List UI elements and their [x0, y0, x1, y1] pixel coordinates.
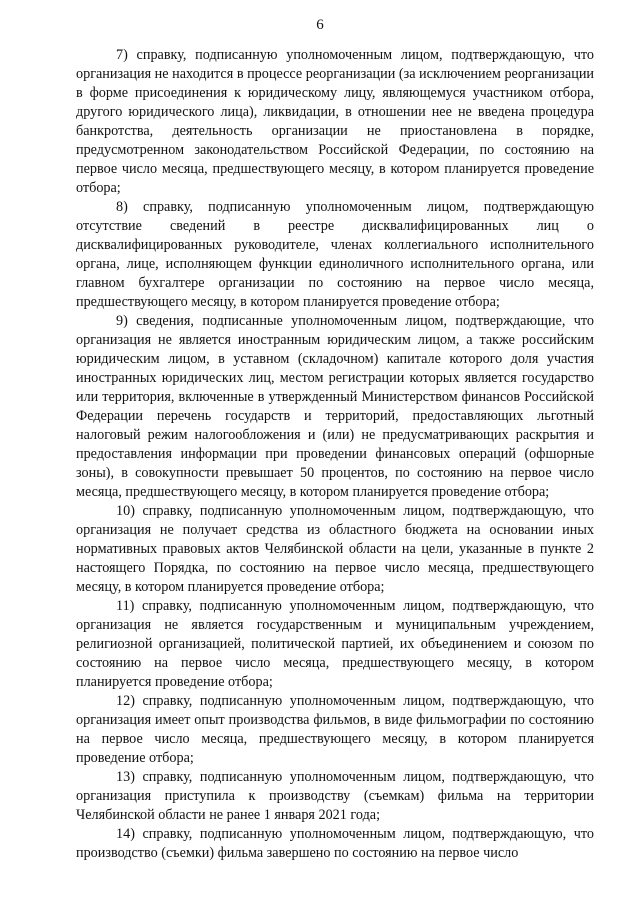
page-number: 6	[316, 17, 324, 33]
document-body	[76, 46, 594, 863]
paragraph-item-12: 12) справку, подписанную уполномоченным лицом, подтверждающую, что организация имеет опыт производства фильмов, в виде фильмографии по состоянию на первое число месяца, предшествующего месяцу, в котором планируется проведение отбора;	[76, 693, 594, 766]
paragraph-item-9: 9) сведения, подписанные уполномоченным лицом, подтверждающие, что организация не является иностранным юридическим лицом, а также российским юридическим лицом, в уставном (складочном) капитале которого доля участия иностранных юридических лиц, местом регистрации которых является государство или территория, включенные в утвержденный Министерством финансов Российской Федерации перечень государств и территорий, предоставляющих льготный налоговый режим налогообложения и (или) не предусматривающих раскрытия и предоставления информации при проведении финансовых операций (офшорные зоны), в совокупности превышает 50 процентов, по состоянию на первое число месяца, предшествующего месяцу, в котором планируется проведение отбора;	[76, 313, 594, 500]
paragraph-item-14: 14) справку, подписанную уполномоченным лицом, подтверждающую, что производство (съемки) фильма завершено по состоянию на первое число	[76, 826, 594, 861]
paragraph-item-13: 13) справку, подписанную уполномоченным лицом, подтверждающую, что организация приступила к производству (съемкам) фильма на территории Челябинской области не ранее 1 января 2021 года;	[76, 769, 594, 823]
paragraph-item-7: 7) справку, подписанную уполномоченным лицом, подтверждающую, что организация не находится в процессе реорганизации (за исключением реорганизации в форме присоединения к юридическому лицу, являющемуся участником отбора, другого юридического лица), ликвидации, в отношении нее не введена процедура банкротства, деятельность организации не приостановлена в порядке, предусмотренном законодательством Российской Федерации, по состоянию на первое число месяца, предшествующего месяцу, в котором планируется проведение отбора;	[76, 47, 594, 196]
paragraph-item-10: 10) справку, подписанную уполномоченным лицом, подтверждающую, что организация не получает средства из областного бюджета на основании иных нормативных правовых актов Челябинской области на цели, указанные в пункте 2 настоящего Порядка, по состоянию на первое число месяца, предшествующего месяцу, в котором планируется проведение отбора;	[76, 503, 594, 595]
paragraph-item-11: 11) справку, подписанную уполномоченным лицом, подтверждающую, что организация не является государственным и муниципальным учреждением, религиозной организацией, политической партией, их объединением и союзом по состоянию на первое число месяца, предшествующего месяцу, в котором планируется проведение отбора;	[76, 598, 594, 690]
paragraph-item-8: 8) справку, подписанную уполномоченным лицом, подтверждающую отсутствие сведений в реестре дисквалифицированных лиц о дисквалифицированных руководителе, членах коллегиального исполнительного органа, лице, исполняющем функции единоличного исполнительного органа, или главном бухгалтере организации по состоянию на первое число месяца, предшествующего месяцу, в котором планируется проведение отбора;	[76, 199, 594, 310]
